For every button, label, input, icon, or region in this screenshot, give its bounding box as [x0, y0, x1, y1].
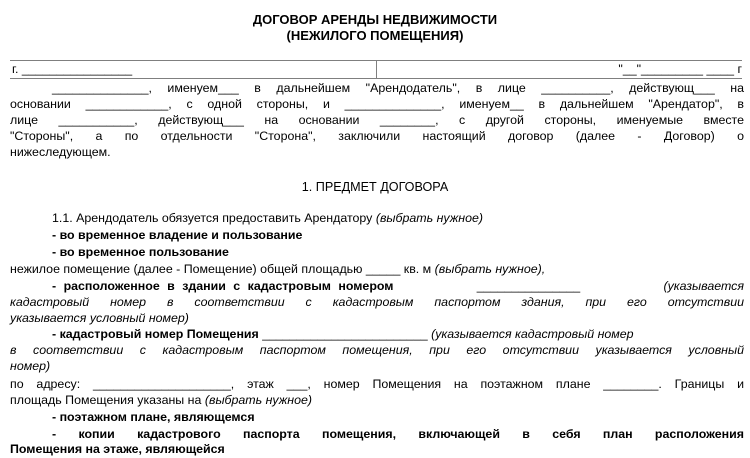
option-cadastral-copy-line-1: - копии кадастрового паспорта помещения, включающей в себя план расположения	[52, 427, 744, 441]
date-field[interactable]: "__"_________ ____ г	[618, 62, 742, 76]
building-note-start: (указывается	[663, 279, 744, 293]
clause-1-1	[52, 211, 483, 225]
preamble-line-2: основании ____________, с одной стороны, и ______________, именуем__ в дальнейшем "Арендатор", в	[10, 97, 744, 111]
document-subtitle: (НЕЖИЛОГО ПОМЕЩЕНИЯ)	[286, 28, 464, 43]
building-blank: _______________	[473, 279, 584, 293]
address-line-2	[10, 393, 312, 407]
preamble-line-3: лице ___________, действующ___ на основании ________, с другой стороны, именуемые вместе	[10, 113, 744, 127]
building-option: - расположенное в здании с кадастровым номером	[52, 279, 394, 293]
address-text: площадь Помещения указаны на	[10, 393, 205, 407]
room-line	[52, 327, 634, 341]
area-text: нежилое помещение (далее - Помещение) общей площадью _____ кв. м	[10, 262, 435, 276]
place-date-row	[10, 60, 742, 79]
area-line	[10, 262, 545, 276]
preamble-line-1: ______________, именуем___ в дальнейшем "Арендодатель", в лице __________, действующ___ на	[52, 81, 744, 95]
building-note-line-3: указывается условный номер)	[10, 311, 189, 325]
option-possession-use: - во временное владение и пользование	[52, 228, 303, 242]
area-note: (выбрать нужное),	[434, 262, 546, 276]
option-use: - во временное пользование	[52, 245, 229, 259]
room-note-line-2: в соответствии с кадастровым паспортом помещения, при его отсутствии указывается условный	[10, 343, 744, 357]
document-title: ДОГОВОР АРЕНДЫ НЕДВИЖИМОСТИ	[252, 12, 498, 27]
city-field[interactable]: г. ________________	[12, 62, 133, 76]
address-line-1: по адресу: ____________________, этаж ___, номер Помещения на поэтажном плане ________. Границы и	[10, 377, 744, 391]
clause-1-1-note: (выбрать нужное)	[375, 211, 483, 225]
room-option: - кадастровый номер Помещения	[52, 327, 259, 341]
address-note: (выбрать нужное)	[204, 393, 312, 407]
room-note-start: (указывается кадастровый номер	[431, 327, 634, 341]
preamble-line-5: нижеследующем.	[10, 145, 111, 159]
building-note-line-2: кадастровый номер в соответствии с кадастровым паспортом здания, при его отсутствии	[10, 295, 744, 309]
preamble-line-4: "Стороны", а по отдельности "Сторона", заключили настоящий договор (далее - Договор) о	[10, 129, 744, 143]
option-floor-plan: - поэтажном плане, являющемся	[52, 410, 255, 424]
room-blank: ________________________	[258, 327, 432, 341]
row-divider	[376, 60, 377, 79]
room-note-line-3: номер)	[10, 359, 51, 373]
clause-1-1-text: 1.1. Арендодатель обязуется предоставить Арендатору	[52, 211, 376, 225]
option-cadastral-copy-line-2: Помещения на этаже, являющейся	[10, 442, 225, 456]
section-heading: 1. ПРЕДМЕТ ДОГОВОРА	[301, 180, 449, 194]
building-line	[52, 279, 744, 293]
